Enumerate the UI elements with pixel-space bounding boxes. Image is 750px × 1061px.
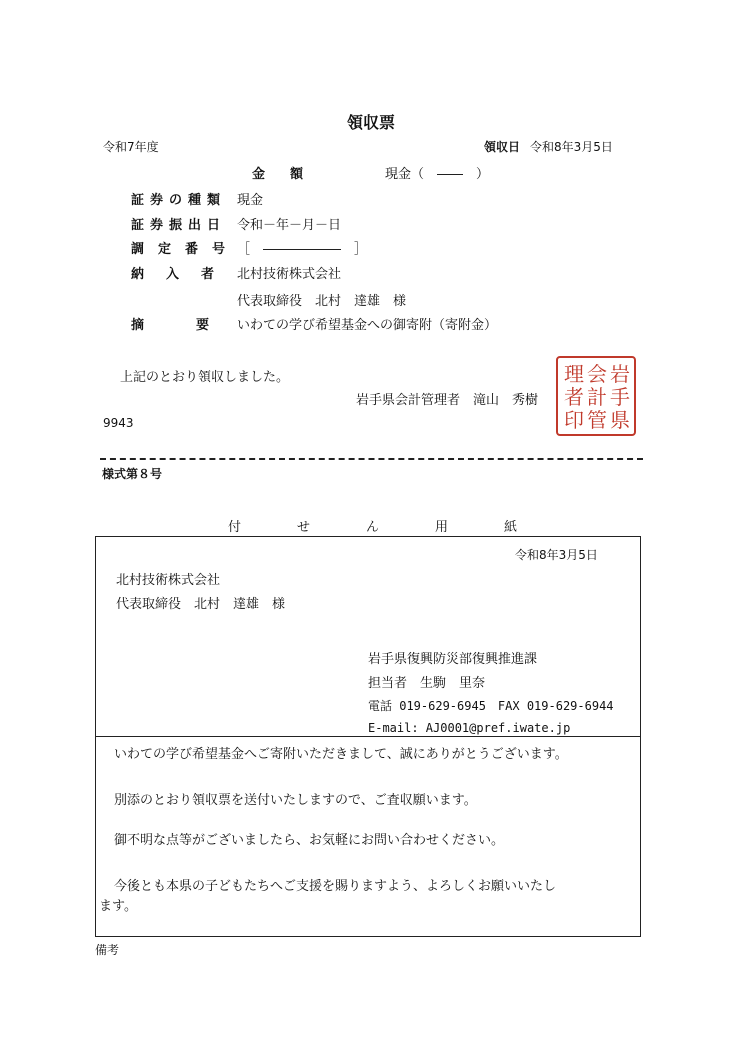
- contact-person: 担当者 生駒 里奈: [368, 676, 486, 691]
- field-value-payer: 北村技術株式会社: [237, 267, 342, 282]
- note-message-enclosed: 別添のとおり領収票を送付いたしますので、ご査収願います。: [114, 793, 477, 808]
- field-value-issue-date: 令和－年－月－日: [237, 218, 342, 233]
- official-seal: [556, 356, 636, 436]
- note-title-char: 付: [228, 520, 242, 535]
- seal-char: 者: [564, 385, 584, 409]
- note-title-char: 用: [435, 520, 449, 535]
- field-label-security-type: 証券の種類: [131, 193, 227, 208]
- field-value-payer-rep: 代表取締役 北村 達雄 様: [237, 294, 407, 309]
- seal-char: 管: [587, 408, 607, 432]
- contact-phone-fax: 電話 019-629-6945 FAX 019-629-6944: [368, 699, 614, 713]
- field-label-assessment-no: 調定番号: [131, 242, 240, 257]
- note-recipient-company: 北村技術株式会社: [116, 573, 221, 588]
- note-date: 令和8年3月5日: [515, 548, 598, 562]
- sender-department: 岩手県復興防災部復興推進課: [368, 652, 538, 667]
- amount-label: 金 額: [252, 167, 310, 182]
- field-value-assessment-no: ［ ―――――― ］: [237, 242, 368, 257]
- seal-char: 会: [587, 362, 607, 386]
- receipt-code: 9943: [103, 416, 134, 430]
- field-label-summary: 摘要: [131, 318, 262, 333]
- field-value-summary: いわての学び希望基金への御寄附（寄附金）: [237, 318, 498, 333]
- field-label-issue-date: 証券振出日: [131, 218, 227, 233]
- fiscal-year: 令和7年度: [103, 140, 159, 154]
- contact-email: E-mail: AJ0001@pref.iwate.jp: [368, 721, 571, 735]
- note-message-closing-2: ます。: [99, 899, 137, 914]
- form-number: 様式第８号: [102, 467, 163, 481]
- field-value-security-type: 現金: [237, 193, 264, 208]
- note-title-char: 紙: [504, 520, 518, 535]
- seal-char: 岩: [610, 362, 630, 386]
- note-title-char: せ: [297, 520, 311, 535]
- seal-char: 理: [564, 362, 584, 386]
- note-message-inquiry: 御不明な点等がございましたら、お気軽にお問い合わせください。: [114, 833, 505, 848]
- issuer-name: 岩手県会計管理者 滝山 秀樹: [356, 393, 539, 408]
- receipt-date: 令和8年3月5日: [530, 140, 613, 154]
- receipt-date-label: 領収日: [484, 140, 521, 154]
- remarks-label: 備考: [95, 943, 120, 957]
- cash-amount: 現金（ ―― ）: [385, 167, 490, 182]
- receipt-statement: 上記のとおり領収しました。: [120, 370, 290, 385]
- cut-line: [100, 458, 643, 460]
- note-message-closing-1: 今後とも本県の子どもたちへご支援を賜りますよう、よろしくお願いいたし: [114, 879, 557, 894]
- note-title-char: ん: [366, 520, 380, 535]
- seal-char: 手: [610, 385, 630, 409]
- field-label-payer: 納入者: [131, 267, 237, 282]
- note-message-thanks: いわての学び希望基金へご寄附いただきまして、誠にありがとうございます。: [114, 747, 568, 762]
- seal-char: 印: [564, 408, 584, 432]
- seal-char: 計: [587, 385, 607, 409]
- seal-char: 県: [610, 408, 630, 432]
- note-divider: [95, 736, 641, 737]
- receipt-title: 領収票: [347, 113, 396, 132]
- note-recipient-person: 代表取締役 北村 達雄 様: [116, 597, 286, 612]
